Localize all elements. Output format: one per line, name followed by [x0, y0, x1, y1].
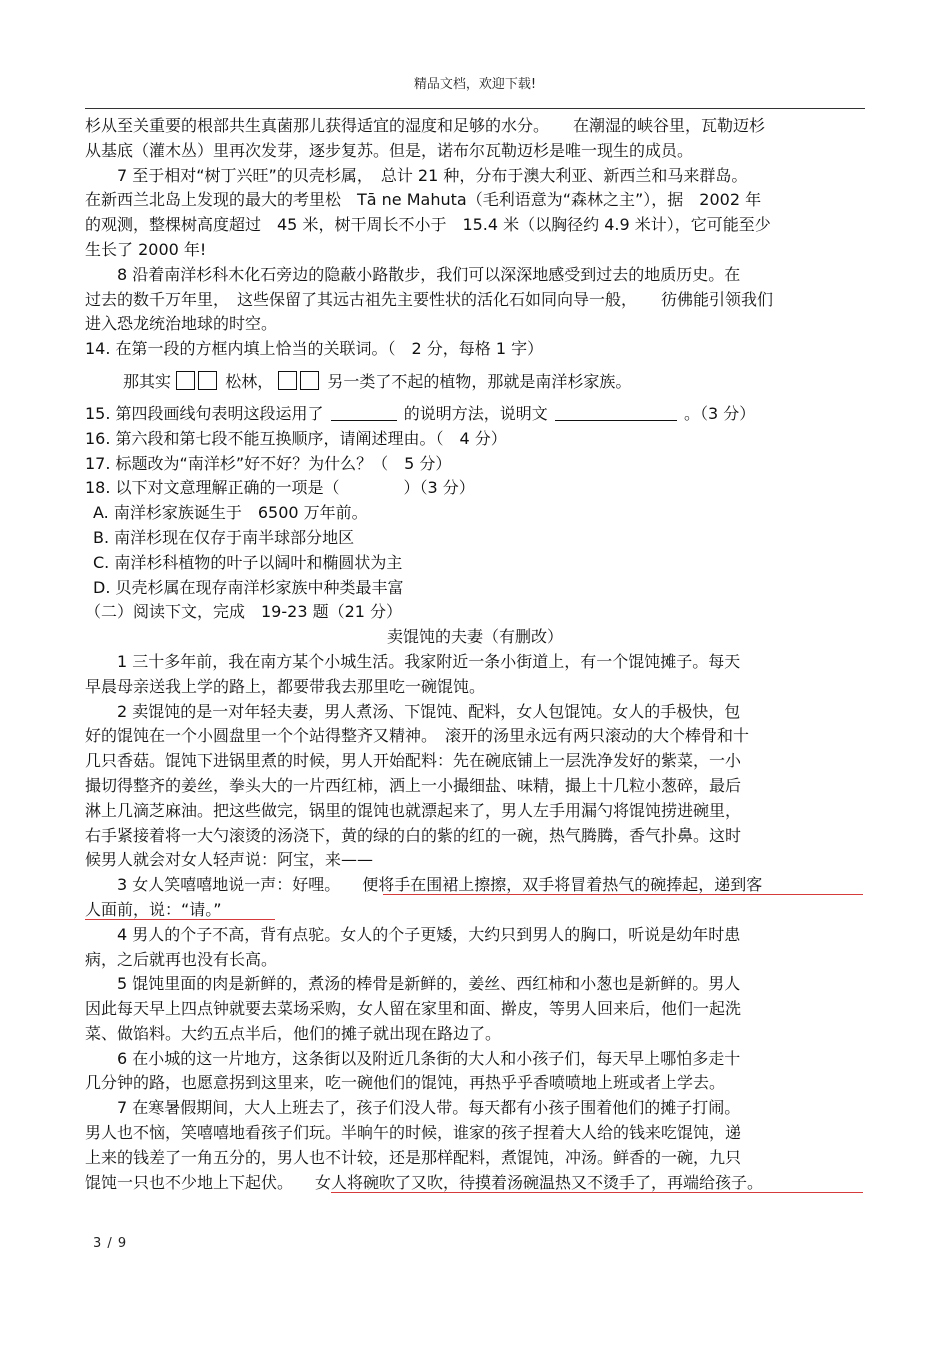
option-c: C. 南洋杉科植物的叶子以阔叶和椭圆状为主	[93, 552, 403, 572]
question-15-text: 的说明方法，说明文	[403, 403, 548, 423]
text-line: 过去的数千万年里， 这些保留了其远古祖先主要性状的活化石如同向导一般， 彷佛能引领我们	[85, 289, 774, 309]
question-15-text: 。（3 分）	[683, 403, 756, 423]
story-line: 1 三十多年前，我在南方某个小城生活。我家附近一条小街道上，有一个馄饨摊子。每天	[117, 651, 741, 671]
story-line: 菜、做馅料。大约五点半后，他们的摊子就出现在路边了。	[85, 1023, 502, 1043]
story-line: 几只香菇。馄饨下进锅里煮的时候，男人开始配料：先在碗底铺上一层洗净发好的紫菜，一小	[85, 751, 742, 771]
fill-text: 那其实	[123, 371, 172, 391]
page-number: 3 / 9	[93, 1236, 128, 1251]
red-underline	[331, 1192, 863, 1193]
page-header: 精品文档，欢迎下载!	[413, 77, 537, 92]
text-line: 的观测，整棵树高度超过 45 米，树干周长不小于 15.4 米（以胸径约 4.9 米计），它可能至少	[85, 215, 771, 235]
option-b: B. 南洋杉现在仅存于南半球部分地区	[93, 527, 355, 547]
story-line: 好的馄饨在一个小圆盘里一个个站得整齐又精神。 滚开的汤里永远有两只滚动的大个棒骨和十	[85, 726, 750, 746]
section-heading: （二）阅读下文，完成 19-23 题（21 分）	[85, 602, 403, 622]
underlined-sentence: 女人将碗吹了又吹，待摸着汤碗温热又不烫手了，再端给孩子。	[315, 1172, 764, 1192]
story-line: 右手紧接着将一大勺滚烫的汤浇下，黄的绿的白的紫的红的一碗，热气腾腾，香气扑鼻。这时	[85, 825, 742, 845]
header-rule	[85, 108, 865, 109]
fill-text: 松林，	[225, 371, 274, 391]
story-line: 因此每天早上四点钟就要去菜场采购，女人留在家里和面、擀皮，等男人回来后，他们一起洗	[85, 999, 742, 1019]
story-line: 男人也不恼，笑嘻嘻地看孩子们玩。半晌午的时候，谁家的孩子捏着大人给的钱来吃馄饨，递	[85, 1123, 742, 1143]
story-line: 候男人就会对女人轻声说：阿宝，来——	[85, 850, 374, 870]
question-15	[85, 402, 865, 427]
red-underline	[383, 894, 863, 895]
option-d: D. 贝壳杉属在现存南洋杉家族中种类最丰富	[93, 577, 404, 597]
story-title: 卖馄饨的夫妻（有删改）	[386, 627, 563, 647]
text-line: 在新西兰北岛上发现的最大的考里松 Tā ne Mahuta（毛利语意为“森林之主”），据 2002 年	[85, 190, 762, 210]
fill-text: 另一类了不起的植物，那就是南洋杉家族。	[327, 371, 632, 391]
option-a: A. 南洋杉家族诞生于 6500 万年前。	[93, 503, 368, 523]
text-line: 杉从至关重要的根部共生真菌那儿获得适宜的湿度和足够的水分。 在潮湿的峡谷里，瓦勒迈杉	[85, 116, 766, 135]
red-underline	[85, 919, 275, 920]
text-line: 从基底（灌木丛）里再次发芽，逐步复苏。但是，诺布尔瓦勒迈杉是唯一现生的成员。	[85, 140, 694, 160]
story-text: 3 女人笑嘻嘻地说一声：好哩。	[117, 875, 341, 895]
story-line: 淋上几滴芝麻油。把这些做完，锅里的馄饨也就漂起来了，男人左手用漏勺将馄饨捞进碗里，	[85, 800, 742, 820]
story-line	[85, 898, 865, 923]
question-18: 18. 以下对文意理解正确的一项是（ ）（3 分）	[85, 478, 475, 498]
question-16: 16. 第六段和第七段不能互换顺序，请阐述理由。（ 4 分）	[85, 428, 507, 448]
text-line: 生长了 2000 年!	[85, 239, 207, 259]
answer-box[interactable]	[300, 371, 319, 390]
question-17: 17. 标题改为“南洋杉”好不好？为什么？（ 5 分）	[85, 453, 452, 473]
story-line: 6 在小城的这一片地方，这条街以及附近几条街的大人和小孩子们，每天早上哪怕多走十	[117, 1048, 741, 1068]
underlined-sentence: 人面前，说：“请。”	[85, 899, 222, 919]
underlined-sentence: 便将手在围裙上擦擦，双手将冒着热气的碗捧起，递到客	[362, 875, 763, 895]
story-line: 几分钟的路，也愿意拐到这里来，吃一碗他们的馄饨，再热乎乎香喷喷地上班或者上学去。	[85, 1073, 726, 1093]
story-line: 早晨母亲送我上学的路上，都要带我去那里吃一碗馄饨。	[85, 676, 486, 696]
story-text: 馄饨一只也不少地上下起伏。	[85, 1172, 294, 1192]
answer-box[interactable]	[198, 371, 217, 390]
question-14: 14. 在第一段的方框内填上恰当的关联词。（ 2 分，每格 1 字）	[85, 339, 544, 359]
question-14-fill-line	[85, 362, 865, 402]
text-line: 进入恐龙统治地球的时空。	[85, 314, 278, 334]
story-line: 7 在寒暑假期间，大人上班去了，孩子们没人带。每天都有小孩子围着他们的摊子打闹。	[117, 1098, 741, 1118]
story-line: 4 男人的个子不高，背有点驼。女人的个子更矮，大约只到男人的胸口，听说是幼年时患	[117, 924, 741, 944]
answer-blank[interactable]	[331, 404, 397, 421]
paragraph-7-line: 7 至于相对“树丁兴旺”的贝壳杉属， 总计 21 种，分布于澳大利亚、新西兰和马来群岛。	[117, 165, 748, 185]
story-line: 病，之后就再也没有长高。	[85, 949, 278, 969]
story-line: 5 馄饨里面的肉是新鲜的，煮汤的棒骨是新鲜的，姜丝、西红柿和小葱也是新鲜的。男人	[117, 974, 741, 994]
story-line: 撮切得整齐的姜丝，拳头大的一片西红柿，洒上一小撮细盐、味精，撮上十几粒小葱碎，最后	[85, 775, 742, 795]
answer-box[interactable]	[278, 371, 297, 390]
story-line	[85, 873, 865, 898]
document-body	[85, 114, 865, 1195]
story-line	[85, 1171, 865, 1196]
answer-blank[interactable]	[555, 404, 677, 421]
story-line: 2 卖馄饨的是一对年轻夫妻，男人煮汤、下馄饨、配料，女人包馄饨。女人的手极快，包	[117, 701, 741, 721]
question-15-text: 15. 第四段画线句表明这段运用了	[85, 403, 324, 423]
story-line: 上来的钱差了一角五分的，男人也不计较，还是那样配料，煮馄饨，冲汤。鲜香的一碗，九只	[85, 1147, 742, 1167]
answer-box[interactable]	[176, 371, 195, 390]
paragraph-8-line: 8 沿着南洋杉科木化石旁边的隐蔽小路散步，我们可以深深地感受到过去的地质历史。在	[117, 264, 741, 284]
